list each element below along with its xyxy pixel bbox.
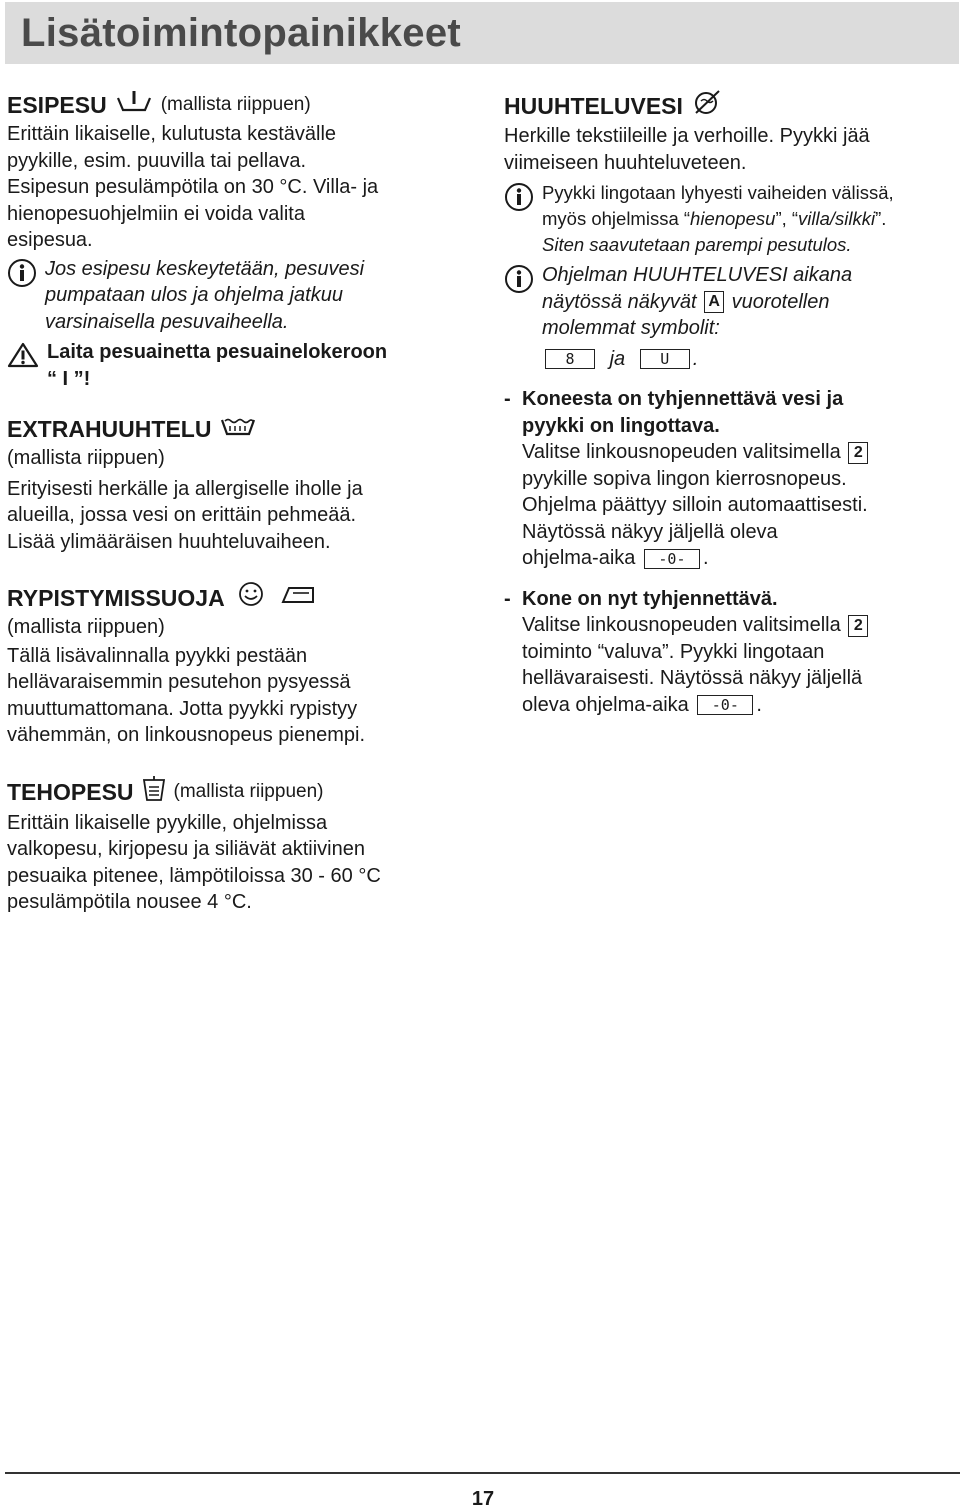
info1-line2-mid: ”, “ — [775, 208, 799, 229]
huuhteluvesi-step-2 — [504, 586, 954, 719]
info2-end: . — [692, 347, 699, 370]
esipesu-warning — [7, 339, 482, 392]
extra-rinse-icon — [219, 412, 257, 445]
rypistymissuoja-note: (mallista riippuen) — [7, 616, 165, 638]
info-icon — [504, 180, 542, 217]
info1-line1: Pyykki lingotaan lyhyesti vaiheiden välissä, — [542, 182, 894, 203]
huuhteluvesi-info-1 — [504, 180, 954, 258]
esipesu-info-line: varsinaisella pesuvaiheella. — [45, 310, 289, 333]
page-number: 17 — [471, 1488, 495, 1510]
key-2-box: 2 — [848, 615, 868, 637]
step1-line: pyykille sopiva lingon kierrosnopeus. — [522, 467, 847, 490]
page-title: Lisätoimintopainikkeet — [21, 11, 462, 55]
easy-care-face-icon — [237, 581, 265, 614]
esipesu-line: esipesua. — [7, 229, 93, 251]
info2-ja: ja — [609, 347, 626, 370]
tehopesu-title: TEHOPESU — [7, 779, 134, 805]
step2-bold-line: Kone on nyt tyhjennettävä. — [522, 587, 778, 610]
info2-line1: Ohjelman HUUHTELUVESI aikana — [542, 264, 853, 286]
esipesu-section — [7, 88, 482, 392]
footer-divider — [5, 1472, 960, 1474]
huuhteluvesi-section — [504, 88, 954, 718]
esipesu-note: (mallista riippuen) — [160, 93, 311, 115]
iron-icon — [279, 581, 317, 614]
extrahuuhtelu-section — [7, 412, 482, 555]
extrahuuhtelu-line: Erityisesti herkälle ja allergiselle iholle ja — [7, 477, 363, 500]
step1-end: . — [702, 547, 709, 569]
info-icon — [504, 262, 542, 299]
rypistymissuoja-title: RYPISTYMISSUOJA — [7, 584, 225, 611]
prewash-icon — [115, 88, 153, 121]
step1-line: Ohjelma päättyy silloin automaattisesti. — [522, 494, 868, 516]
info2-line2-post: vuorotellen — [731, 290, 830, 313]
tehopesu-line: Erittäin likaiselle pyykille, ohjelmissa — [7, 811, 328, 834]
display-remaining-time: -0- — [697, 695, 753, 715]
page-header — [5, 2, 959, 64]
display-symbol-1: 8 — [545, 349, 595, 369]
rypistymissuoja-line: muuttumattomana. Jotta pyykki rypistyy — [7, 697, 358, 720]
rypistymissuoja-section — [7, 581, 482, 749]
info-icon — [7, 256, 45, 293]
esipesu-line: Erittäin likaiselle, kulutusta kestävälle — [7, 123, 337, 145]
info2-line2-pre: näytössä näkyvät — [542, 290, 697, 313]
step2-line: hellävaraisesti. Näytössä näkyy jäljellä — [522, 667, 863, 689]
rinse-hold-icon — [691, 88, 723, 123]
esipesu-info-line: Jos esipesu keskeytetään, pesuvesi — [45, 257, 365, 280]
esipesu-warning-line: Laita pesuainetta pesuainelokeroon — [47, 341, 388, 363]
esipesu-heading — [7, 88, 482, 121]
warning-icon — [7, 339, 47, 373]
tehopesu-line: pesuaika pitenee, lämpötiloissa 30 - 60 °C — [7, 864, 381, 887]
step2-line: toiminto “valuva”. Pyykki lingotaan — [522, 640, 825, 663]
key-a-box: A — [704, 291, 724, 313]
esipesu-title: ESIPESU — [7, 91, 107, 118]
esipesu-info — [7, 256, 482, 336]
step-dash: - — [504, 388, 511, 410]
rypistymissuoja-line: Tällä lisävalinnalla pyykki pestään — [7, 644, 308, 667]
huuhteluvesi-heading — [504, 88, 954, 123]
esipesu-info-line: pumpataan ulos ja ohjelma jatkuu — [45, 284, 343, 306]
step2-end: . — [756, 693, 762, 716]
esipesu-line: pyykille, esim. puuvilla tai pellava. — [7, 149, 307, 172]
rypistymissuoja-heading — [7, 581, 482, 614]
esipesu-line: hienopesuohjelmiin ei voida valita — [7, 202, 305, 225]
step2-line: oleva ohjelma-aika — [522, 693, 689, 716]
key-2-box: 2 — [848, 442, 868, 464]
info1-line2-post: ”. — [875, 208, 887, 229]
info1-line3: Siten saavutetaan parempi pesutulos. — [542, 234, 852, 255]
tehopesu-heading — [7, 775, 482, 810]
tehopesu-line: valkopesu, kirjopesu ja siliävät aktiivinen — [7, 838, 365, 860]
tehopesu-line: pesulämpötila nousee 4 °C. — [7, 891, 252, 913]
info2-line3: molemmat symbolit: — [542, 317, 720, 339]
display-remaining-time: -0- — [644, 549, 700, 569]
step1-line: Valitse linkousnopeuden valitsimella — [522, 441, 841, 463]
extrahuuhtelu-line: alueilla, jossa vesi on erittäin pehmeää. — [7, 504, 357, 526]
tehopesu-note: (mallista riippuen) — [173, 781, 324, 802]
extrahuuhtelu-heading — [7, 412, 482, 445]
extrahuuhtelu-line: Lisää ylimääräisen huuhteluvaiheen. — [7, 530, 331, 553]
huuhteluvesi-step-1 — [504, 386, 954, 572]
step1-bold-line: pyykki on lingottava. — [522, 414, 720, 437]
huuhteluvesi-info-2 — [504, 262, 954, 372]
esipesu-warning-line: “ I ”! — [47, 367, 91, 390]
rypistymissuoja-line: hellävaraisemmin pesutehon pysyessä — [7, 671, 351, 693]
rypistymissuoja-line: vähemmän, on linkousnopeus pienempi. — [7, 724, 365, 746]
step2-line: Valitse linkousnopeuden valitsimella — [522, 614, 841, 636]
extrahuuhtelu-title: EXTRAHUUHTELU — [7, 415, 212, 442]
extrahuuhtelu-note: (mallista riippuen) — [7, 447, 165, 469]
step1-line: ohjelma-aika — [522, 547, 636, 569]
intensive-wash-icon — [140, 775, 168, 810]
left-column — [7, 88, 482, 916]
huuhteluvesi-line: viimeiseen huuhteluveteen. — [504, 151, 747, 174]
info1-line2-pre: myös ohjelmissa “ — [542, 208, 691, 229]
step1-line: Näytössä näkyy jäljellä oleva — [522, 520, 778, 543]
info1-program-hienopesu: hienopesu — [690, 208, 776, 229]
step1-bold-line: Koneesta on tyhjennettävä vesi ja — [522, 388, 844, 410]
right-column — [504, 88, 954, 718]
info1-program-villa-silkki: villa/silkki — [798, 208, 876, 229]
huuhteluvesi-title: HUUHTELUVESI — [504, 92, 683, 119]
huuhteluvesi-line: Herkille tekstiileille ja verhoille. Pyykki jää — [504, 125, 870, 147]
display-symbol-2: U — [640, 349, 690, 369]
tehopesu-section — [7, 775, 482, 916]
step-dash: - — [504, 587, 511, 610]
esipesu-line: Esipesun pesulämpötila on 30 °C. Villa- ja — [7, 176, 379, 198]
